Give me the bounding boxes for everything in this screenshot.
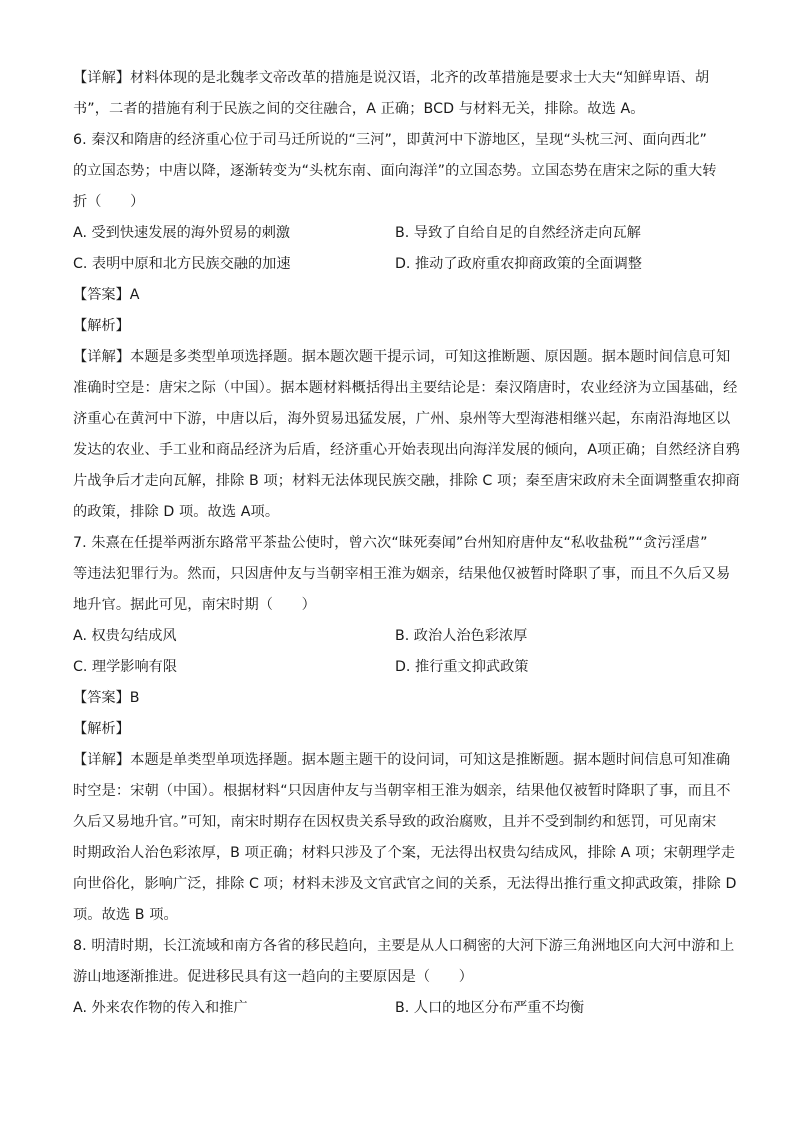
q7-analysis-label: 【解析】 [73, 721, 130, 737]
q7-option-a: A. 权贵勾结成风 [73, 628, 177, 644]
q7-detail-line: 【详解】本题是单类型单项选择题。据本题主题干的设问词，可知这是推断题。据本题时间信息可知准确 [73, 752, 731, 768]
q6-stem-line: 的立国态势；中唐以降，逐渐转变为“头枕东南、面向海洋”的立国态势。立国态势在唐宋之际的重大转 [73, 163, 717, 179]
q7-detail-line: 时空是：宋朝（中国）。根据材料“只因唐仲友与当朝宰相王淮为姻亲，结果他仅被暂时降职了事，而且不 [73, 783, 731, 799]
q7-detail-line: 时期政治人治色彩浓厚，B 项正确；材料只涉及了个案，无法得出权贵勾结成风，排除 A 项；宋朝理学走 [73, 845, 736, 861]
question-8 [73, 931, 733, 1024]
q6-option-b: B. 导致了自给自足的自然经济走向瓦解 [395, 225, 641, 241]
q7-options-row-1 [73, 621, 733, 652]
q5-detail [73, 63, 733, 125]
q8-option-a: A. 外来农作物的传入和推广 [73, 1000, 248, 1016]
q7-stem-line: 7. 朱熹在任提举两浙东路常平茶盐公使时，曾六次“昧死奏闻”台州知府唐仲友“私收盐税”“贪污淫虐” [73, 535, 708, 551]
q8-options-row-1 [73, 993, 733, 1024]
q7-detail-line: 久后又易地升官。”可知，南宋时期存在因权贵关系导致的政治腐败，且并不受到制约和惩罚，可见南宋 [73, 814, 717, 830]
q6-stem-line: 折（ ） [73, 194, 145, 210]
q6-option-c: C. 表明中原和北方民族交融的加速 [73, 256, 291, 272]
q6-detail-line: 发达的农业、手工业和商品经济为后盾，经济重心开始表现出向海洋发展的倾向，A项正确；自然经济自鸦 [73, 442, 741, 458]
q8-stem-line: 8. 明清时期，长江流域和南方各省的移民趋向，主要是从人口稠密的大河下游三角洲地区向大河中游和上 [73, 938, 735, 954]
q6-detail-line: 【详解】本题是多类型单项选择题。据本题次题干提示词，可知这推断题、原因题。据本题时间信息可知 [73, 349, 731, 365]
q6-detail-line: 的政策，排除 D 项。故选 A项。 [73, 504, 280, 520]
q5-detail-line: 书”，二者的措施有利于民族之间的交往融合，A 正确；BCD 与材料无关，排除。故选 A。 [73, 101, 645, 117]
q7-detail-line: 向世俗化，影响广泛，排除 C 项；材料未涉及文官武官之间的关系，无法得出推行重文抑武政策，排除 D [73, 876, 737, 892]
q7-detail-line: 项。故选 B 项。 [73, 907, 178, 923]
q6-options-row-1 [73, 218, 733, 249]
q7-stem-line: 地升官。据此可见，南宋时期（ ） [73, 597, 316, 613]
q6-stem-line: 6. 秦汉和隋唐的经济重心位于司马迁所说的“三河”，即黄河中下游地区，呈现“头枕三河、面向西北” [73, 132, 707, 148]
q6-option-a: A. 受到快速发展的海外贸易的刺激 [73, 225, 291, 241]
question-6 [73, 125, 741, 528]
exam-page [73, 63, 741, 1024]
q7-options-row-2 [73, 652, 733, 683]
q6-options-row-2 [73, 249, 733, 280]
q6-detail-line: 准确时空是：唐宋之际（中国）。据本题材料概括得出主要结论是：秦汉隋唐时，农业经济为立国基础，经 [73, 380, 738, 396]
q6-option-d: D. 推动了政府重农抑商政策的全面调整 [395, 256, 642, 272]
q7-stem-line: 等违法犯罪行为。然而，只因唐仲友与当朝宰相王淮为姻亲，结果他仅被暂时降职了事，而且不久后又易 [73, 566, 731, 582]
q6-analysis-label: 【解析】 [73, 318, 130, 334]
q7-answer: 【答案】B [73, 690, 140, 706]
q6-answer: 【答案】A [73, 287, 140, 303]
q5-detail-line: 【详解】材料体现的是北魏孝文帝改革的措施是说汉语，北齐的改革措施是要求士大夫“知鲜卑语、胡 [73, 70, 710, 86]
question-7 [73, 528, 737, 931]
q8-option-b: B. 人口的地区分布严重不均衡 [395, 1000, 585, 1016]
q6-detail-line: 片战争后才走向瓦解，排除 B 项；材料无法体现民族交融，排除 C 项；秦至唐宋政府未全面调整重农抑商 [73, 473, 740, 489]
q7-option-c: C. 理学影响有限 [73, 659, 178, 675]
q6-detail-line: 济重心在黄河中下游，中唐以后，海外贸易迅猛发展，广州、泉州等大型海港相继兴起，东南沿海地区以 [73, 411, 731, 427]
q7-option-b: B. 政治人治色彩浓厚 [395, 628, 528, 644]
q8-stem-line: 游山地逐渐推进。促进移民具有这一趋向的主要原因是（ ） [73, 969, 474, 985]
q7-option-d: D. 推行重文抑武政策 [395, 659, 529, 675]
